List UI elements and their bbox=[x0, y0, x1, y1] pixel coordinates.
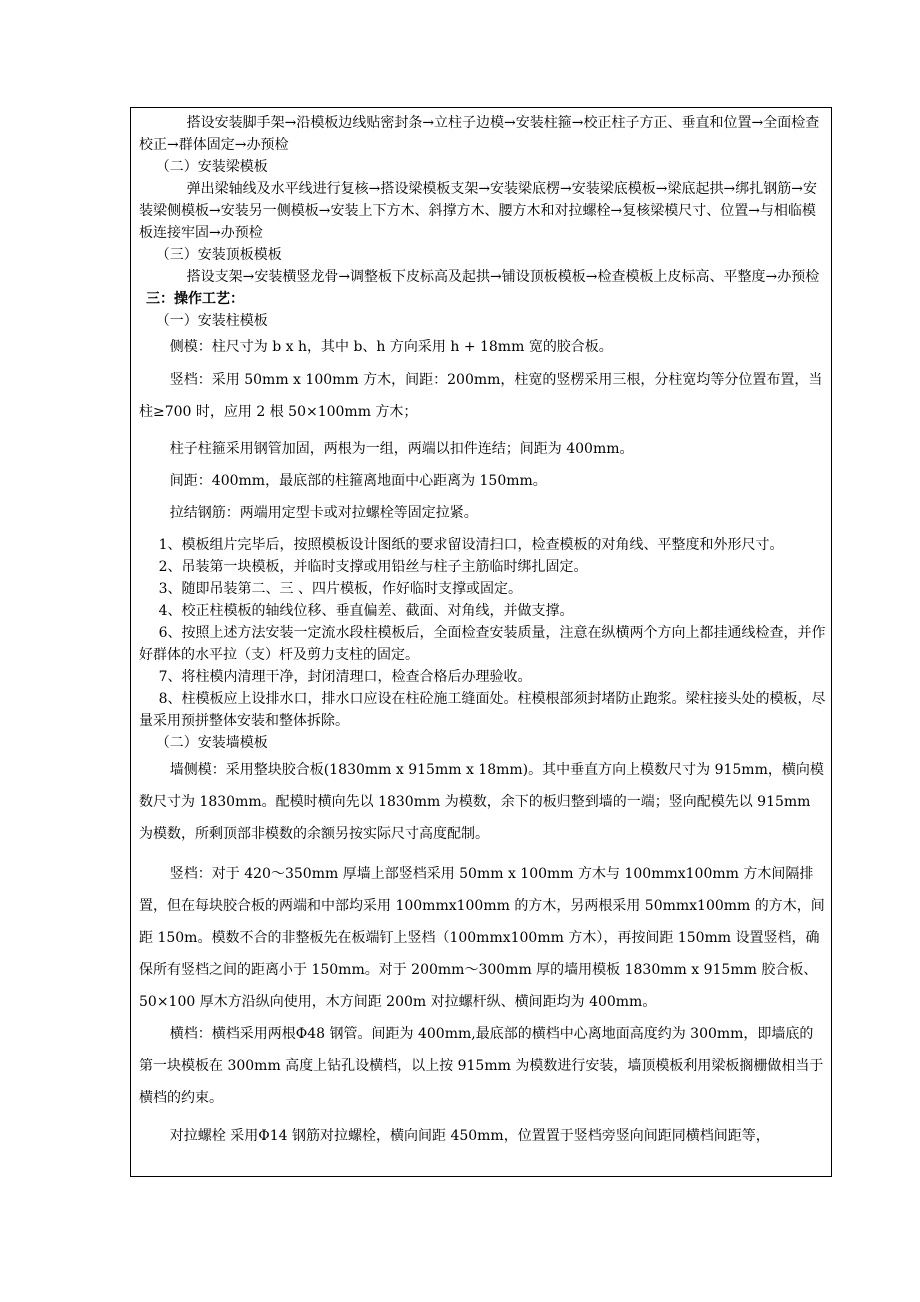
heading-operation-process: 三：操作工艺： bbox=[146, 291, 244, 307]
paragraph-beam-steps: 弹出梁轴线及水平线进行复核→搭设梁模板支架→安装梁底楞→安装梁底模板→梁底起拱→绑扎钢筋→安装梁侧模板→安装另一侧模板→安装上下方木、斜撑方木、腰方木和对拉螺栓→复核梁模尺寸、位置→与相临模板连接牢固→办预检 bbox=[139, 181, 817, 241]
heading-slab-formwork: （三）安装顶板模板 bbox=[155, 247, 282, 263]
paragraph-wall-side-form: 墙侧模：采用整块胶合板(1830mm x 915mm x 18mm)。其中垂直方向上模数尺寸为 915mm，横向模数尺寸为 1830mm。配模时横向先以 1830mm 为模数，余下的板归整到墙的一端；竖向配模先以 915mm 为模数，所剩顶部非模数的余额另按实际尺寸高度配制。 bbox=[139, 762, 824, 842]
list-item-step-2: 2、吊装第一块模板，并临时支撑或用铅丝与柱子主筋临时绑扎固定。 bbox=[158, 559, 588, 575]
heading-beam-formwork: （二）安装梁模板 bbox=[155, 159, 268, 175]
paragraph-wall-tie-bolts: 对拉螺栓 采用Φ14 钢筋对拉螺栓，横向间距 450mm，位置置于竖档旁竖向间距同横档间距等， bbox=[169, 1128, 770, 1144]
heading-wall-formwork: （二）安装墙模板 bbox=[155, 735, 268, 751]
list-item-step-7: 7、将柱模内清理干净，封闭清理口，检查合格后办理验收。 bbox=[158, 669, 532, 685]
list-item-step-3: 3、随即吊装第二、三 、四片模板，作好临时支撑或固定。 bbox=[158, 581, 522, 597]
paragraph-column-vertical-studs: 竖档：采用 50mm x 100mm 方木，间距：200mm，柱宽的竖楞采用三根，分柱宽均等分位置布置，当柱≥700 时，应用 2 根 50×100mm 方木； bbox=[139, 372, 823, 420]
document-body bbox=[139, 112, 827, 1152]
paragraph-column-side-form: 侧模：柱尺寸为 b x h，其中 b、h 方向采用 h + 18mm 宽的胶合板。 bbox=[169, 339, 613, 355]
paragraph-column-steps: 搭设安装脚手架→沿模板边线贴密封条→立柱子边模→安装柱箍→校正柱子方正、垂直和位置→全面检查校正→群体固定→办预检 bbox=[139, 115, 820, 153]
paragraph-column-tie-bars: 拉结钢筋：两端用定型卡或对拉螺栓等固定拉紧。 bbox=[169, 505, 478, 521]
paragraph-column-spacing: 间距：400mm，最底部的柱箍离地面中心距离为 150mm。 bbox=[169, 473, 547, 489]
heading-column-formwork: （一）安装柱模板 bbox=[155, 313, 268, 329]
list-item-step-6: 6、按照上述方法安装一定流水段柱模板后，全面检查安装质量，注意在纵横两个方向上都挂通线检查，并作好群体的水平拉（支）杆及剪力支柱的固定。 bbox=[139, 625, 826, 663]
list-item-step-8: 8、柱模板应上设排水口，排水口应设在柱砼施工缝面处。柱模根部须封堵防止跑浆。梁柱接头处的模板，尽量采用预拼整体安装和整体拆除。 bbox=[139, 691, 826, 729]
paragraph-wall-horizontal-bars: 横档：横档采用两根Φ48 钢管。间距为 400mm,最底部的横档中心离地面高度约为 300mm，即墙底的第一块模板在 300mm 高度上钻孔设横档，以上按 915mm 为模数进行安装，墙顶模板利用梁板搁栅做相当于横档的约束。 bbox=[139, 1026, 824, 1106]
paragraph-wall-vertical-studs: 竖档：对于 420～350mm 厚墙上部竖档采用 50mm x 100mm 方木与 100mmx100mm 方木间隔排置，但在每块胶合板的两端和中部均采用 100mmx100mm 的方木，另两根采用 50mmx100mm 的方木，间距 150m。模数不合的非整板先在板端钉上竖档（100mmx100mm 方木），再按间距 150mm 设置竖档，确保所有竖档之间的距离小于 150mm。对于 200mm～300mm 厚的墙用模板 1830mm x 915mm 胶合板、50×100 厚木方沿纵向使用，木方间距 200m 对拉螺杆纵、横间距均为 400mm。 bbox=[139, 866, 825, 1010]
list-item-step-1: 1、模板组片完毕后，按照模板设计图纸的要求留设清扫口，检查模板的对角线、平整度和外形尺寸。 bbox=[158, 537, 784, 553]
paragraph-slab-steps: 搭设支架→安装横竖龙骨→调整板下皮标高及起拱→铺设顶板模板→检查模板上皮标高、平整度→办预检 bbox=[186, 269, 820, 285]
paragraph-column-clamp: 柱子柱箍采用钢管加固，两根为一组，两端以扣件连结；间距为 400mm。 bbox=[169, 441, 634, 457]
list-item-step-4: 4、校正柱模板的轴线位移、垂直偏差、截面、对角线，并做支撑。 bbox=[158, 603, 574, 619]
